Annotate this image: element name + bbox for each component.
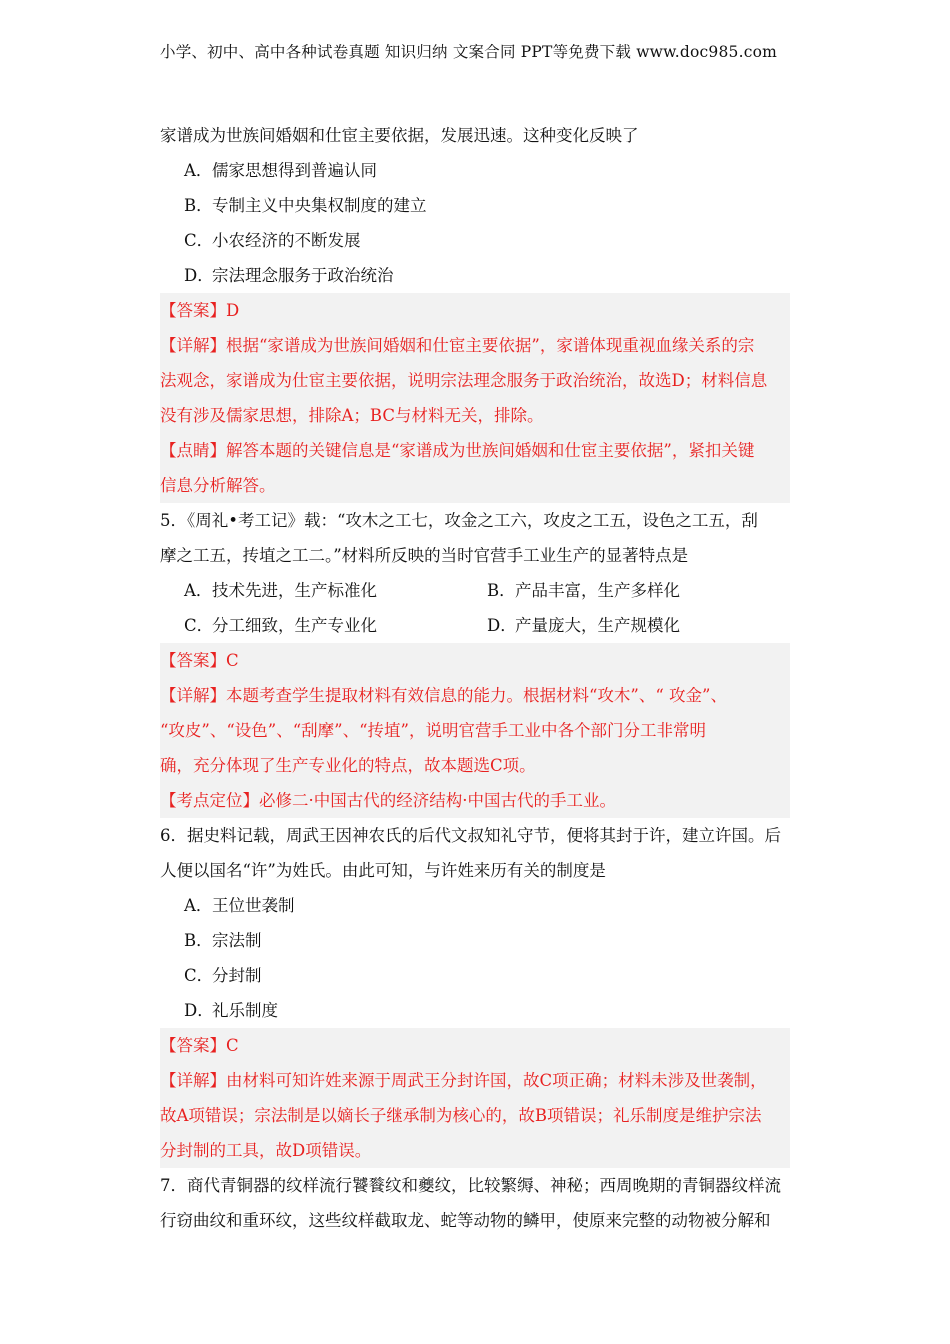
option-b: B．产品丰富，生产多样化 [487,581,680,600]
option-a: A．王位世袭制 [184,896,295,915]
question-stem-line: 摩之工五，抟埴之工二。”材料所反映的当时官营手工业生产的显著特点是 [160,546,689,565]
document-body [160,118,790,1238]
explanation-line: 分封制的工具，故D项错误。 [160,1141,372,1160]
answer-block [160,293,790,503]
options-row [160,608,790,643]
question-stem-line: 行窃曲纹和重环纹，这些纹样截取龙、蛇等动物的鳞甲，使原来完整的动物被分解和 [160,1211,771,1230]
options-row [160,573,790,608]
question-4 [160,118,790,503]
question-stem-line: 6．据史料记载，周武王因神农氏的后代文叔知礼守节，便将其封于许，建立许国。后 [160,826,781,845]
option-d: D．礼乐制度 [184,1001,278,1020]
question-7 [160,1168,790,1238]
explanation-line: 【详解】本题考查学生提取材料有效信息的能力。根据材料“攻木”、“ 攻金”、 [160,686,727,705]
tip-line: 信息分析解答。 [160,476,276,495]
option-c: C．分封制 [184,966,262,985]
question-stem-line: 人便以国名“许”为姓氏。由此可知，与许姓来历有关的制度是 [160,861,606,880]
option-b: B．专制主义中央集权制度的建立 [184,196,427,215]
option-c: C．小农经济的不断发展 [184,231,361,250]
question-6 [160,818,790,1168]
option-c: C．分工细致，生产专业化 [184,616,377,635]
page-header: 小学、初中、高中各种试卷真题 知识归纳 文案合同 PPT等免费下载 www.doc985.com [160,43,778,61]
option-a: A．儒家思想得到普遍认同 [184,161,377,180]
answer-line: 【答案】D [160,301,240,320]
option-b: B．宗法制 [184,931,262,950]
explanation-line: 【详解】根据“家谱成为世族间婚姻和仕宦主要依据”，家谱体现重视血缘关系的宗 [160,336,755,355]
knowledge-point-line: 【考点定位】必修二·中国古代的经济结构·中国古代的手工业。 [160,791,616,810]
question-stem-line: 5．《周礼•考工记》载：“攻木之工七，攻金之工六，攻皮之工五，设色之工五，刮 [160,511,758,530]
explanation-line: 法观念，家谱成为仕宦主要依据，说明宗法理念服务于政治统治，故选D；材料信息 [160,371,768,390]
answer-block [160,643,790,818]
explanation-line: 没有涉及儒家思想，排除A；BC与材料无关，排除。 [160,406,544,425]
option-d: D．宗法理念服务于政治统治 [184,266,394,285]
question-5 [160,503,790,818]
explanation-line: 故A项错误；宗法制是以嫡长子继承制为核心的，故B项错误；礼乐制度是维护宗法 [160,1106,762,1125]
option-d: D．产量庞大，生产规模化 [487,616,680,635]
explanation-line: “攻皮”、“设色”、“刮摩”、“抟埴”，说明官营手工业中各个部门分工非常明 [160,721,706,740]
answer-line: 【答案】C [160,651,239,670]
answer-block [160,1028,790,1168]
tip-line: 【点睛】解答本题的关键信息是“家谱成为世族间婚姻和仕宦主要依据”，紧扣关键 [160,441,755,460]
answer-line: 【答案】C [160,1036,239,1055]
question-stem-line: 家谱成为世族间婚姻和仕宦主要依据，发展迅速。这种变化反映了 [160,126,639,145]
explanation-line: 确，充分体现了生产专业化的特点，故本题选C项。 [160,756,536,775]
option-a: A．技术先进，生产标准化 [184,581,377,600]
question-stem-line: 7．商代青铜器的纹样流行饕餮纹和夔纹，比较繁缛、神秘；西周晚期的青铜器纹样流 [160,1176,781,1195]
explanation-line: 【详解】由材料可知许姓来源于周武王分封许国，故C项正确；材料未涉及世袭制， [160,1071,767,1090]
